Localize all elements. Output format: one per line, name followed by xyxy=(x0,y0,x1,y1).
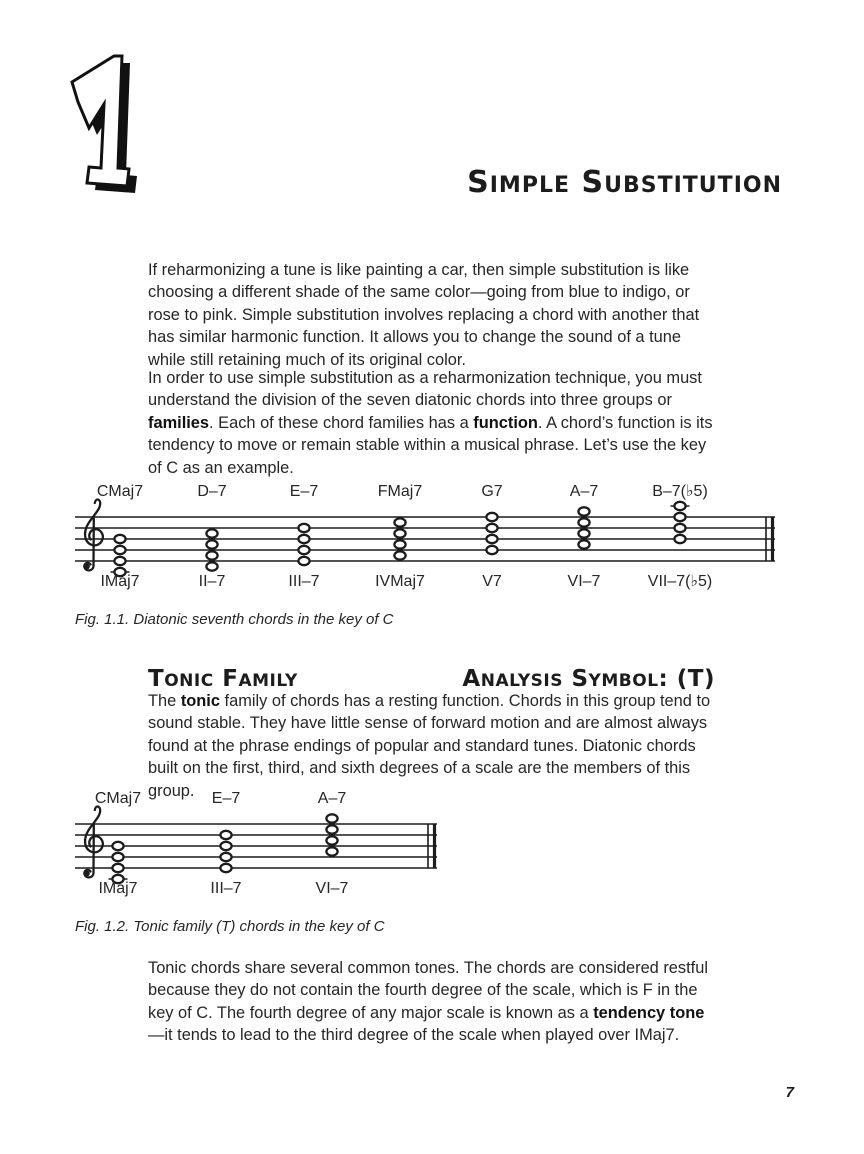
chapter-number-graphic xyxy=(62,52,148,197)
figure-1-2 xyxy=(75,789,437,935)
paragraph-intro-2: In order to use simple substitution as a reharmonization technique, you must understand the division of the seven diatonic chords into three groups or families. Each of these chord families has a function. A chord’s function is its tendency to move or remain stable within a musical phrase. Let’s use the key of C as an example. xyxy=(148,369,713,477)
svg-text:FMaj7: FMaj7 xyxy=(377,483,423,500)
svg-text:IMaj7: IMaj7 xyxy=(100,573,140,590)
svg-text:III–7: III–7 xyxy=(288,573,320,590)
svg-text:VI–7: VI–7 xyxy=(315,880,349,897)
svg-text:A–7: A–7 xyxy=(569,483,599,500)
svg-text:CMaj7: CMaj7 xyxy=(96,483,144,500)
svg-text:G7: G7 xyxy=(481,483,503,500)
svg-text:CMaj7: CMaj7 xyxy=(94,790,142,807)
svg-text:B–7(♭5): B–7(♭5) xyxy=(652,483,708,500)
svg-text:IMaj7: IMaj7 xyxy=(98,880,138,897)
page-title: SIMPLE SUBSTITUTION xyxy=(467,165,782,201)
svg-text:IVMaj7: IVMaj7 xyxy=(375,573,425,590)
svg-text:VII–7(♭5): VII–7(♭5) xyxy=(647,573,713,590)
heading-tonic-family: TONIC FAMILY xyxy=(148,665,298,692)
svg-text:VI–7: VI–7 xyxy=(567,573,601,590)
heading-analysis-symbol: ANALYSIS SYMBOL: (T) xyxy=(462,665,715,692)
paragraph-tonic-family: The tonic family of chords has a resting function. Chords in this group tend to sound stable. They have little sense of forward motion and are almost always found at the phrase endings of popular and standard tunes. Diatonic chords built on the first, third, and sixth degrees of a scale are the members of this group. xyxy=(148,692,711,800)
svg-text:V7: V7 xyxy=(482,573,502,590)
figure-1-1 xyxy=(75,482,775,628)
svg-text:II–7: II–7 xyxy=(198,573,226,590)
page-number: 7 xyxy=(785,1084,794,1101)
paragraph-tonic-common-tones: Tonic chords share several common tones. The chords are considered restful because they do not contain the fourth degree of the scale, which is F in the key of C. The fourth degree of any major scale is known as a tendency tone—it tends to lead to the third degree of the scale when played over IMaj7. xyxy=(148,959,708,1045)
svg-text:E–7: E–7 xyxy=(289,483,319,500)
svg-text:A–7: A–7 xyxy=(317,790,347,807)
paragraph-intro-1: If reharmonizing a tune is like painting a car, then simple substitution is like choosing a different shade of the same color—going from blue to indigo, or rose to pink. Simple substitution involves replacing a chord with another that has similar harmonic function. It allows you to change the sound of a tune while still retaining much of its original color. xyxy=(148,261,700,369)
staff-notation-tonic-family xyxy=(75,789,437,901)
svg-text:D–7: D–7 xyxy=(197,483,227,500)
staff-notation-diatonic-sevenths xyxy=(75,482,775,594)
svg-text:III–7: III–7 xyxy=(210,880,242,897)
svg-text:E–7: E–7 xyxy=(211,790,241,807)
chapter-number xyxy=(62,52,148,202)
figure-1-2-caption: Fig. 1.2. Tonic family (T) chords in the key of C xyxy=(75,918,385,935)
figure-1-1-caption: Fig. 1.1. Diatonic seventh chords in the key of C xyxy=(75,611,394,628)
